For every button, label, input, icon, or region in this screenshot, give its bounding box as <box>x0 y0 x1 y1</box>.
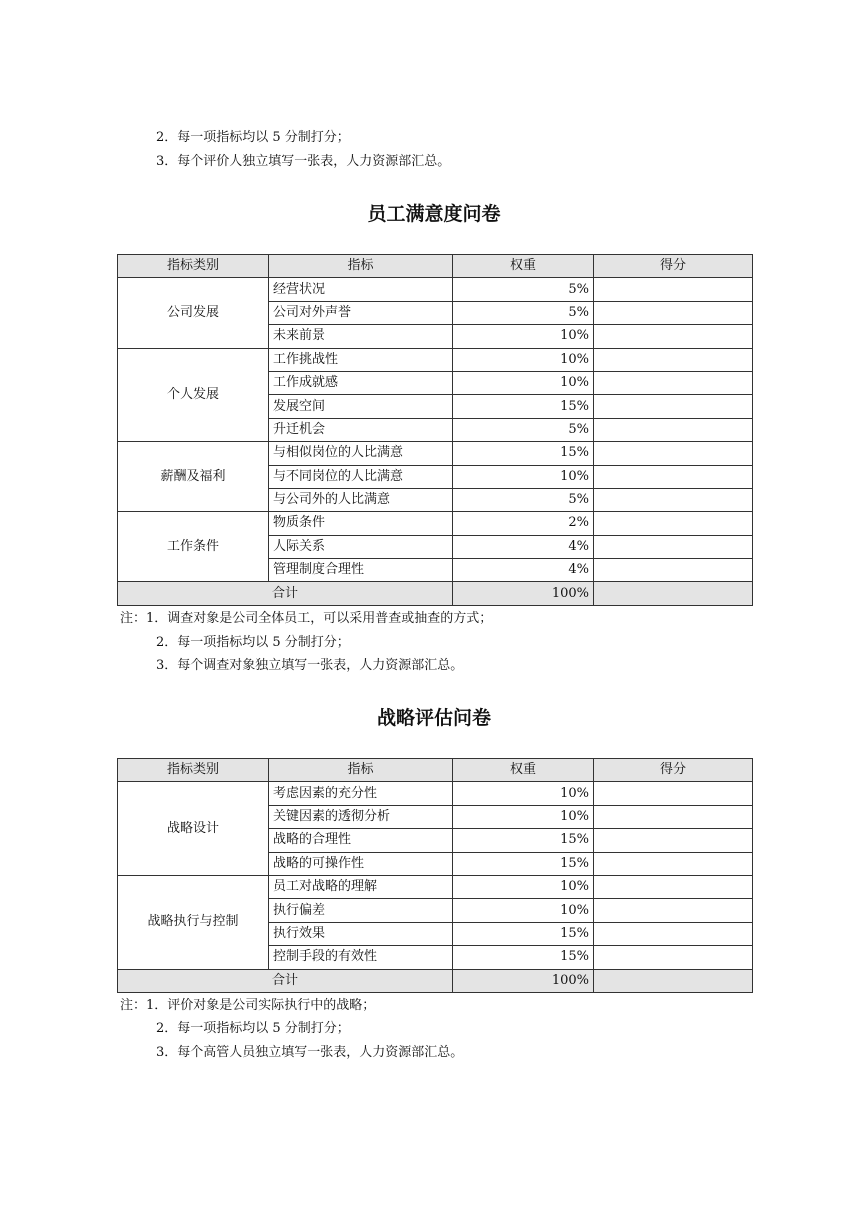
header-weight: 权重 <box>453 255 594 278</box>
total-label: 合计 <box>118 582 453 605</box>
survey1-title: 员工满意度问卷 <box>367 203 501 225</box>
header-indicator: 指标 <box>269 255 453 278</box>
indicator-cell: 与相似岗位的人比满意 <box>269 442 453 465</box>
indicator-cell: 工作成就感 <box>269 371 453 394</box>
total-row <box>118 582 753 605</box>
table-row <box>118 442 753 465</box>
weight-cell: 10% <box>453 875 594 898</box>
indicator-cell: 控制手段的有效性 <box>269 946 453 969</box>
score-cell <box>594 805 753 828</box>
score-cell <box>594 395 753 418</box>
score-cell <box>594 442 753 465</box>
score-cell <box>594 946 753 969</box>
weight-cell: 15% <box>453 395 594 418</box>
score-cell <box>594 348 753 371</box>
weight-cell: 15% <box>453 442 594 465</box>
table-row <box>118 875 753 898</box>
weight-cell: 5% <box>453 301 594 324</box>
indicator-cell: 战略的可操作性 <box>269 852 453 875</box>
total-weight: 100% <box>453 969 594 992</box>
weight-cell: 4% <box>453 535 594 558</box>
weight-cell: 15% <box>453 946 594 969</box>
indicator-cell: 工作挑战性 <box>269 348 453 371</box>
weight-cell: 2% <box>453 512 594 535</box>
table-row <box>118 278 753 301</box>
indicator-cell: 与不同岗位的人比满意 <box>269 465 453 488</box>
weight-cell: 10% <box>453 782 594 805</box>
weight-cell: 15% <box>453 852 594 875</box>
indicator-cell: 员工对战略的理解 <box>269 875 453 898</box>
weight-cell: 10% <box>453 805 594 828</box>
indicator-cell: 关键因素的透彻分析 <box>269 805 453 828</box>
score-cell <box>594 875 753 898</box>
survey1-table <box>117 254 753 606</box>
score-cell <box>594 535 753 558</box>
indicator-cell: 战略的合理性 <box>269 829 453 852</box>
header-score: 得分 <box>594 759 753 782</box>
indicator-cell: 未来前景 <box>269 325 453 348</box>
survey2-table <box>117 758 753 993</box>
header-weight: 权重 <box>453 759 594 782</box>
score-cell <box>594 301 753 324</box>
survey1-note-3: 3．每个调查对象独立填写一张表，人力资源部汇总。 <box>156 658 464 673</box>
top-note-3: 3．每个评价人独立填写一张表，人力资源部汇总。 <box>156 154 451 169</box>
score-cell <box>594 782 753 805</box>
weight-cell: 10% <box>453 465 594 488</box>
top-note-2: 2．每一项指标均以 5 分制打分； <box>156 130 350 145</box>
indicator-cell: 公司对外声誉 <box>269 301 453 324</box>
score-cell <box>594 852 753 875</box>
header-row <box>118 759 753 782</box>
header-score: 得分 <box>594 255 753 278</box>
indicator-cell: 管理制度合理性 <box>269 559 453 582</box>
weight-cell: 5% <box>453 278 594 301</box>
category-cell: 战略执行与控制 <box>118 875 269 969</box>
total-row <box>118 969 753 992</box>
survey2-note-1: 注：1．评价对象是公司实际执行中的战略； <box>120 998 376 1013</box>
score-cell <box>594 488 753 511</box>
weight-cell: 5% <box>453 418 594 441</box>
total-weight: 100% <box>453 582 594 605</box>
weight-cell: 15% <box>453 829 594 852</box>
table-row <box>118 348 753 371</box>
survey1-note-2: 2．每一项指标均以 5 分制打分； <box>156 635 350 650</box>
indicator-cell: 考虑因素的充分性 <box>269 782 453 805</box>
weight-cell: 5% <box>453 488 594 511</box>
weight-cell: 10% <box>453 371 594 394</box>
total-label: 合计 <box>118 969 453 992</box>
score-cell <box>594 899 753 922</box>
category-cell: 薪酬及福利 <box>118 442 269 512</box>
indicator-cell: 升迁机会 <box>269 418 453 441</box>
survey2-title: 战略评估问卷 <box>376 707 491 729</box>
score-cell <box>594 922 753 945</box>
survey1-note-1: 注：1．调查对象是公司全体员工，可以采用普查或抽查的方式； <box>120 611 493 626</box>
score-cell <box>594 512 753 535</box>
weight-cell: 10% <box>453 348 594 371</box>
category-cell: 战略设计 <box>118 782 269 876</box>
survey2-note-3: 3．每个高管人员独立填写一张表，人力资源部汇总。 <box>156 1045 464 1060</box>
table-row <box>118 782 753 805</box>
score-cell <box>594 465 753 488</box>
category-cell: 公司发展 <box>118 278 269 348</box>
survey2-note-2: 2．每一项指标均以 5 分制打分； <box>156 1021 350 1036</box>
total-score-cell <box>594 969 753 992</box>
header-category: 指标类别 <box>118 255 269 278</box>
header-category: 指标类别 <box>118 759 269 782</box>
category-cell: 工作条件 <box>118 512 269 582</box>
weight-cell: 4% <box>453 559 594 582</box>
score-cell <box>594 371 753 394</box>
indicator-cell: 执行效果 <box>269 922 453 945</box>
score-cell <box>594 325 753 348</box>
indicator-cell: 发展空间 <box>269 395 453 418</box>
weight-cell: 10% <box>453 325 594 348</box>
score-cell <box>594 418 753 441</box>
indicator-cell: 经营状况 <box>269 278 453 301</box>
score-cell <box>594 559 753 582</box>
table-row <box>118 512 753 535</box>
weight-cell: 15% <box>453 922 594 945</box>
score-cell <box>594 278 753 301</box>
score-cell <box>594 829 753 852</box>
indicator-cell: 执行偏差 <box>269 899 453 922</box>
category-cell: 个人发展 <box>118 348 269 442</box>
indicator-cell: 人际关系 <box>269 535 453 558</box>
weight-cell: 10% <box>453 899 594 922</box>
total-score-cell <box>594 582 753 605</box>
indicator-cell: 物质条件 <box>269 512 453 535</box>
indicator-cell: 与公司外的人比满意 <box>269 488 453 511</box>
header-row <box>118 255 753 278</box>
header-indicator: 指标 <box>269 759 453 782</box>
